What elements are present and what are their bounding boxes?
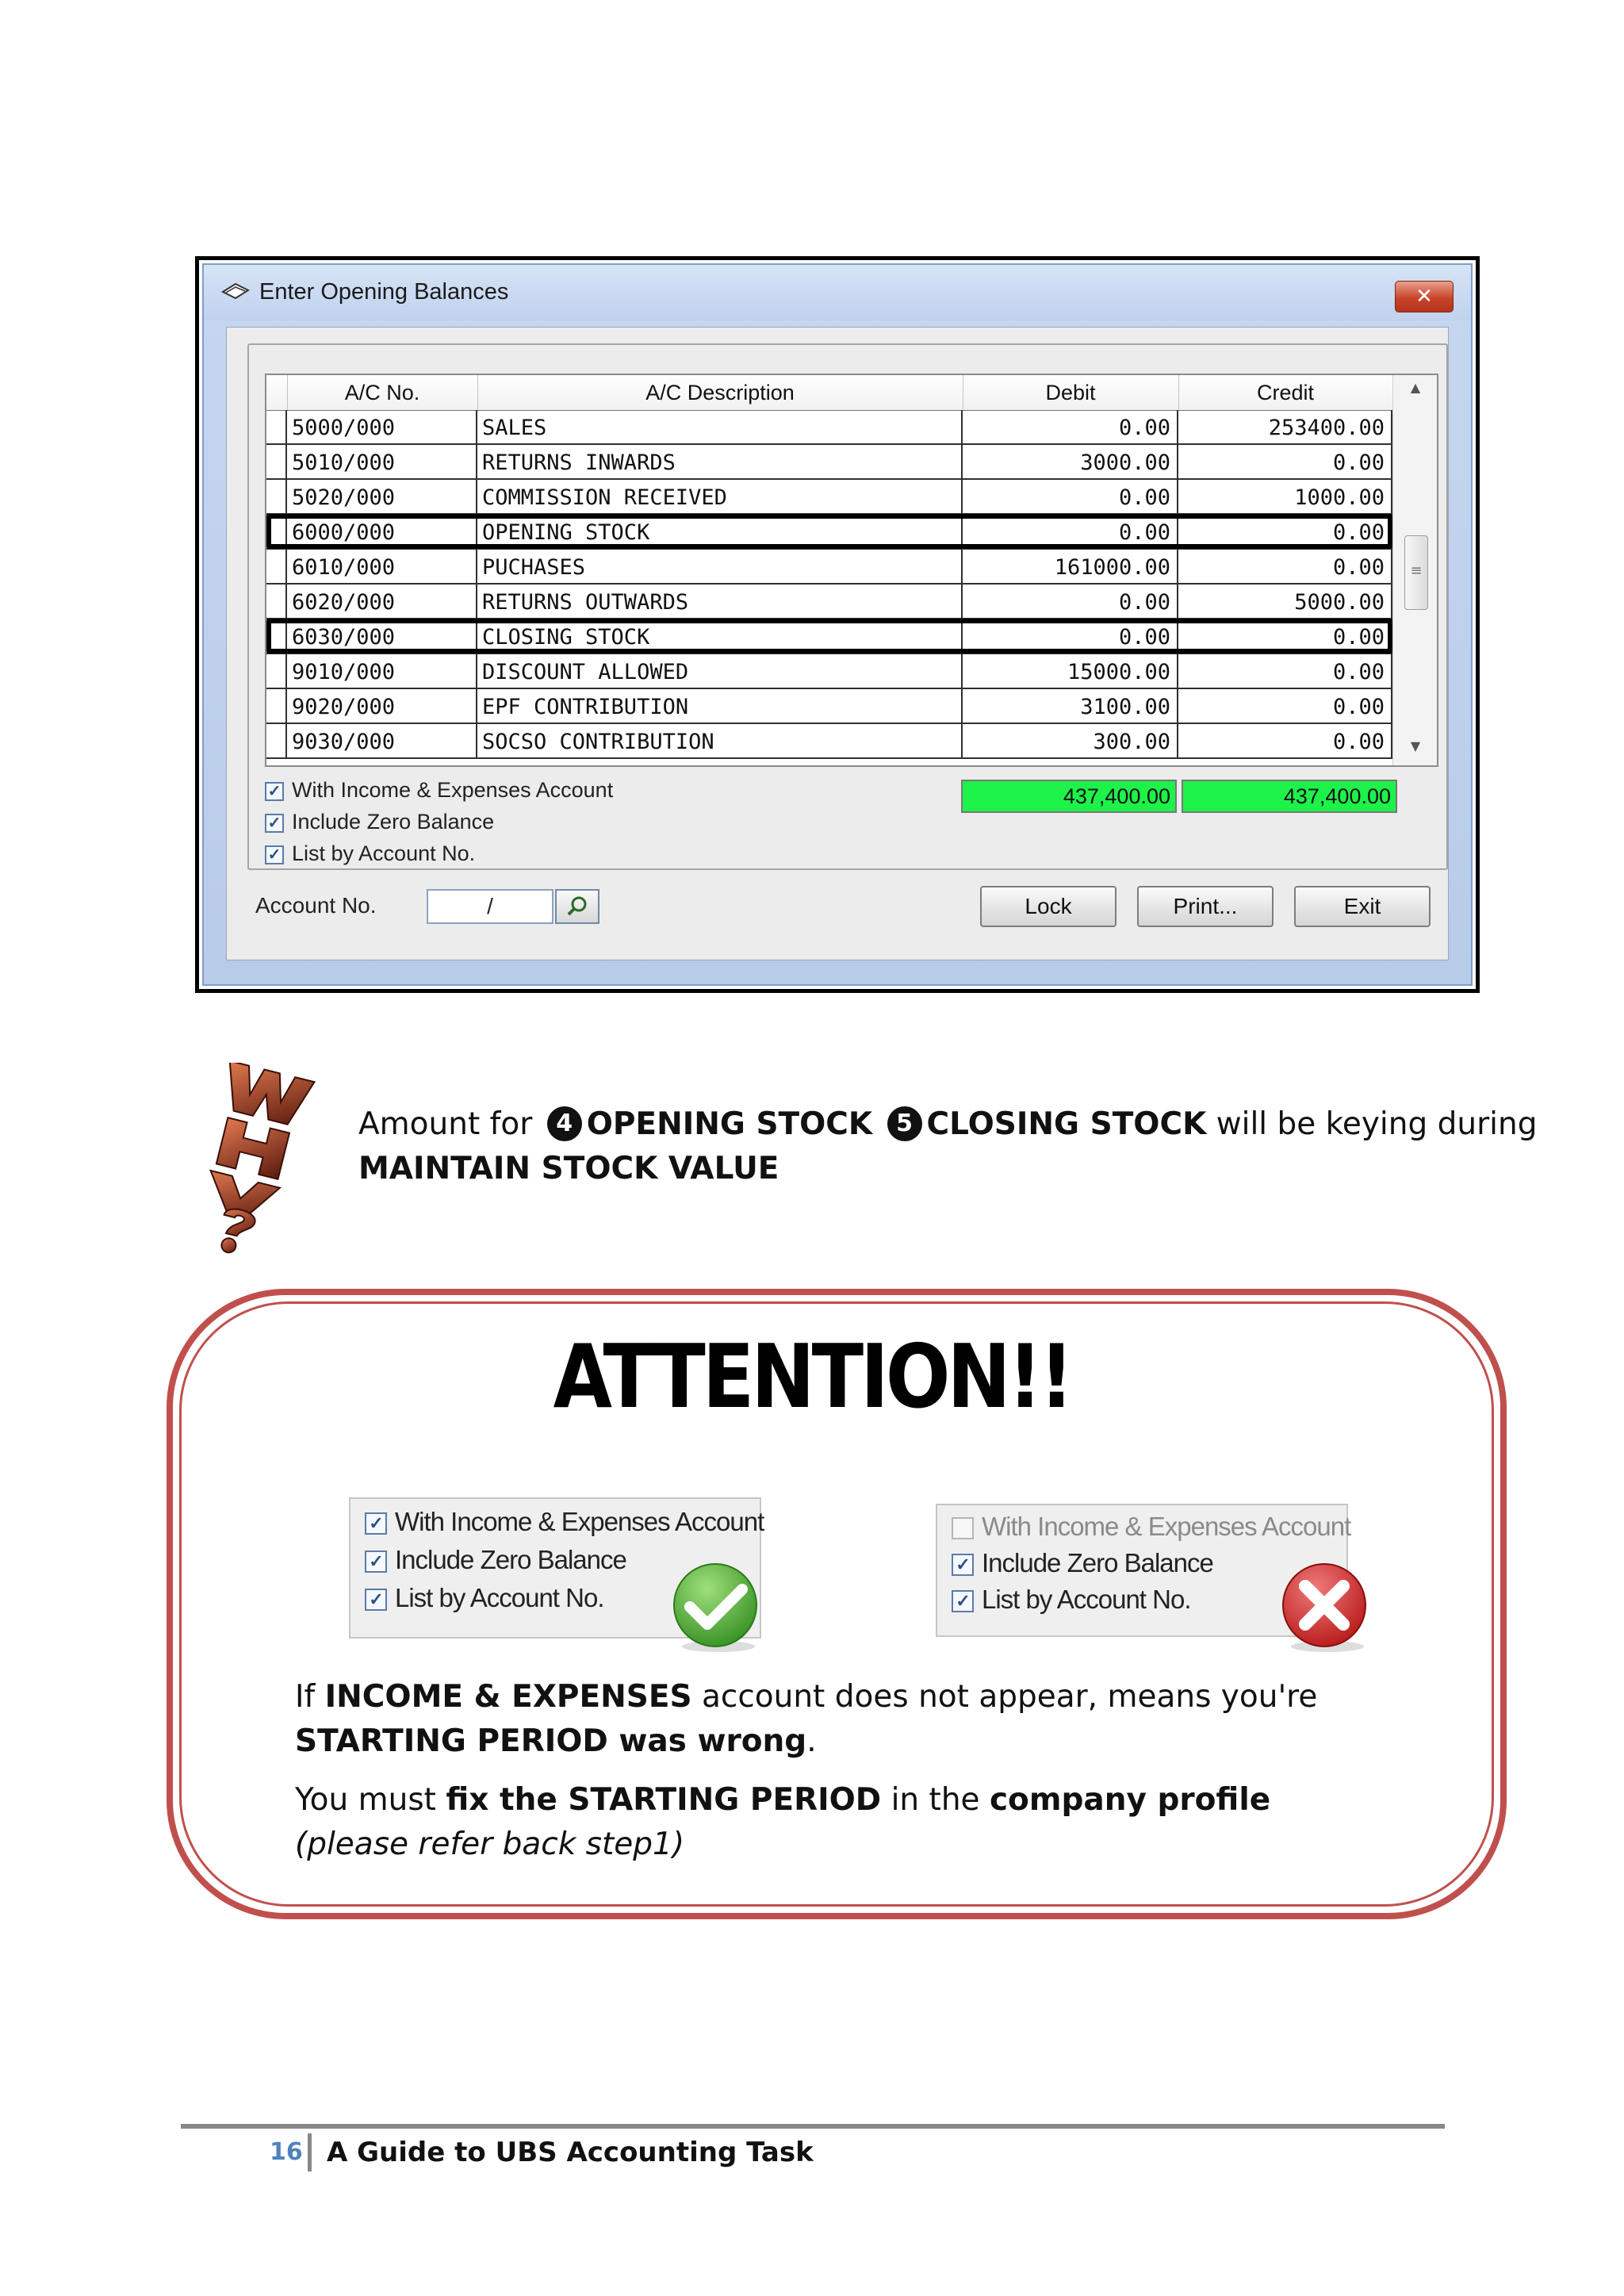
example-checkbox-list-by-account — [952, 1585, 1190, 1613]
checkbox-label: With Income & Expenses Account — [982, 1512, 1351, 1541]
account-no-input[interactable]: / — [427, 889, 553, 924]
cell-credit[interactable]: 0.00 — [1178, 550, 1392, 583]
stock-value-note — [358, 1102, 1548, 1191]
checkbox-label: Include Zero Balance — [395, 1545, 626, 1574]
closing-stock-label: CLOSING STOCK — [926, 1106, 1207, 1142]
example-checkbox-zero-balance — [365, 1545, 626, 1573]
table-row[interactable] — [266, 585, 1392, 619]
message-text: You must — [295, 1782, 446, 1818]
checkbox-label: With Income & Expenses Account — [395, 1507, 764, 1536]
table-row[interactable] — [266, 689, 1392, 724]
cell-ac-no[interactable]: 6020/000 — [287, 585, 477, 618]
cell-debit[interactable]: 0.00 — [963, 480, 1178, 513]
account-no-label: Account No. — [255, 893, 377, 918]
column-header-credit[interactable]: Credit — [1178, 375, 1393, 410]
cell-credit[interactable]: 0.00 — [1178, 689, 1392, 723]
cell-description[interactable]: DISCOUNT ALLOWED — [477, 654, 963, 688]
cell-credit[interactable]: 0.00 — [1178, 724, 1392, 757]
row-indicator — [266, 654, 287, 688]
balances-table[interactable] — [265, 374, 1438, 767]
cell-description[interactable]: SOCSO CONTRIBUTION — [477, 724, 963, 757]
cell-ac-no[interactable]: 9030/000 — [287, 724, 477, 757]
table-row[interactable] — [266, 550, 1392, 585]
message-emphasis: company profile — [989, 1782, 1271, 1818]
step-5-icon: 5 — [887, 1106, 922, 1141]
checkbox-with-income-expenses[interactable] — [265, 778, 613, 807]
checkbox-label: List by Account No. — [395, 1583, 604, 1612]
account-lookup-button[interactable] — [555, 889, 599, 924]
checkbox-label: With Income & Expenses Account — [292, 778, 614, 802]
cell-credit[interactable]: 0.00 — [1178, 654, 1392, 688]
highlight-box — [266, 514, 1392, 549]
exit-button-label: Exit — [1343, 894, 1381, 918]
message-emphasis: INCOME & EXPENSES — [324, 1679, 692, 1715]
footer-rule — [181, 2124, 1445, 2129]
cell-description[interactable]: RETURNS OUTWARDS — [477, 585, 963, 618]
cell-ac-no[interactable]: 5020/000 — [287, 480, 477, 513]
dialog-window — [202, 263, 1473, 986]
opening-stock-label: OPENING STOCK — [586, 1106, 873, 1142]
cell-ac-no[interactable]: 9010/000 — [287, 654, 477, 688]
cell-credit[interactable]: 1000.00 — [1178, 480, 1392, 513]
table-row[interactable] — [266, 480, 1392, 515]
table-header — [266, 375, 1392, 411]
cell-credit[interactable]: 0.00 — [1178, 445, 1392, 478]
balances-group — [247, 343, 1448, 870]
check-icon — [658, 1559, 772, 1654]
total-debit: 437,400.00 — [961, 780, 1177, 813]
cell-ac-no[interactable]: 6030/000 — [287, 619, 477, 653]
checkbox-icon: ✓ — [365, 1550, 387, 1573]
example-checkbox-zero-balance — [952, 1548, 1213, 1577]
dialog-body — [226, 327, 1449, 960]
checkbox-icon[interactable]: ✓ — [265, 814, 284, 833]
page-number: 16 — [270, 2133, 312, 2171]
cell-debit[interactable]: 300.00 — [963, 724, 1178, 757]
cell-description[interactable]: EPF CONTRIBUTION — [477, 689, 963, 723]
row-indicator — [266, 689, 287, 723]
search-icon — [557, 891, 598, 922]
why-question-icon — [190, 1063, 325, 1261]
lock-button[interactable] — [980, 886, 1116, 927]
table-row[interactable] — [266, 410, 1392, 445]
highlight-box — [266, 619, 1392, 654]
cell-ac-no[interactable]: 6000/000 — [287, 515, 477, 548]
cell-credit[interactable]: 253400.00 — [1178, 410, 1392, 443]
cell-debit[interactable]: 15000.00 — [963, 654, 1178, 688]
checkbox-icon: ✓ — [952, 1590, 974, 1612]
cell-description[interactable]: CLOSING STOCK — [477, 619, 963, 653]
print-button-label: Print... — [1173, 894, 1238, 918]
close-button[interactable] — [1395, 281, 1454, 312]
income-expenses-warning — [295, 1675, 1453, 1764]
book-icon — [221, 281, 250, 301]
cell-debit[interactable]: 0.00 — [963, 619, 1178, 653]
print-button[interactable] — [1137, 886, 1274, 927]
scroll-down-arrow-icon[interactable]: ▼ — [1410, 738, 1421, 753]
row-indicator — [266, 550, 287, 583]
message-text: If — [295, 1679, 325, 1715]
example-checkbox-with-income — [365, 1507, 764, 1535]
title-bar — [204, 265, 1471, 320]
cell-description[interactable]: COMMISSION RECEIVED — [477, 480, 963, 513]
cell-description[interactable]: SALES — [477, 410, 963, 443]
fix-starting-period-instruction — [295, 1778, 1453, 1823]
column-header-debit[interactable]: Debit — [963, 375, 1179, 410]
row-indicator-header — [266, 375, 288, 410]
cell-debit[interactable]: 3000.00 — [963, 445, 1178, 478]
checkbox-icon[interactable]: ✓ — [265, 782, 284, 801]
step-4-icon: 4 — [547, 1106, 582, 1141]
cell-description[interactable]: PUCHASES — [477, 550, 963, 583]
checkbox-icon: ✓ — [365, 1589, 387, 1611]
opening-balances-screenshot — [195, 256, 1480, 993]
cell-credit[interactable]: 5000.00 — [1178, 585, 1392, 618]
example-checkbox-with-income — [952, 1512, 1350, 1540]
row-indicator — [266, 480, 287, 513]
lock-button-label: Lock — [1025, 894, 1072, 918]
refer-back-note — [295, 1823, 1453, 1867]
cell-ac-no[interactable]: 5010/000 — [287, 445, 477, 478]
message-emphasis: STARTING PERIOD was wrong — [295, 1723, 807, 1759]
checkbox-include-zero-balance[interactable] — [265, 810, 494, 838]
checkbox-label: Include Zero Balance — [292, 810, 495, 834]
message-text: . — [806, 1723, 817, 1759]
scroll-up-arrow-icon[interactable]: ▲ — [1410, 380, 1421, 395]
column-header-ac-no[interactable]: A/C No. — [287, 375, 478, 410]
cell-debit[interactable]: 0.00 — [963, 515, 1178, 548]
row-indicator — [266, 445, 287, 478]
cell-credit[interactable]: 0.00 — [1178, 619, 1392, 653]
row-indicator — [266, 724, 287, 757]
total-credit: 437,400.00 — [1182, 780, 1397, 813]
message-text: in the — [881, 1782, 990, 1818]
maintain-stock-value-label: MAINTAIN STOCK VALUE — [358, 1151, 779, 1186]
example-checkbox-list-by-account — [365, 1583, 603, 1612]
table-row[interactable] — [266, 445, 1392, 480]
checkbox-label: Include Zero Balance — [982, 1548, 1213, 1577]
cell-ac-no[interactable]: 6010/000 — [287, 550, 477, 583]
dialog-title: Enter Opening Balances — [259, 279, 509, 305]
vertical-scrollbar[interactable] — [1392, 375, 1438, 765]
message-emphasis: fix the STARTING PERIOD — [446, 1782, 882, 1818]
message-italic: (please refer back step1) — [295, 1826, 685, 1862]
footer-title: A Guide to UBS Accounting Task — [327, 2137, 814, 2168]
cell-ac-no[interactable]: 5000/000 — [287, 410, 477, 443]
close-icon: ✕ — [1415, 285, 1433, 309]
cell-description[interactable]: RETURNS INWARDS — [477, 445, 963, 478]
checkbox-icon: ✓ — [952, 1554, 974, 1576]
column-header-description[interactable]: A/C Description — [477, 375, 963, 410]
cell-description[interactable]: OPENING STOCK — [477, 515, 963, 548]
checkbox-label: List by Account No. — [982, 1585, 1191, 1614]
exit-button[interactable] — [1294, 886, 1431, 927]
cell-debit[interactable]: 0.00 — [963, 585, 1178, 618]
attention-message — [295, 1675, 1453, 1867]
cell-debit[interactable]: 161000.00 — [963, 550, 1178, 583]
attention-title: ATTENTION!! — [553, 1325, 1071, 1428]
checkbox-icon[interactable]: ✓ — [265, 845, 284, 864]
cell-credit[interactable]: 0.00 — [1178, 515, 1392, 548]
cross-icon — [1267, 1559, 1381, 1654]
table-row[interactable] — [266, 654, 1392, 689]
cell-ac-no[interactable]: 9020/000 — [287, 689, 477, 723]
table-row[interactable] — [266, 724, 1392, 759]
cell-debit[interactable]: 3100.00 — [963, 689, 1178, 723]
checkbox-list-by-account-no[interactable] — [265, 841, 475, 870]
row-indicator — [266, 585, 287, 618]
note-text: will be keying during — [1206, 1106, 1538, 1142]
row-indicator — [266, 410, 287, 443]
cell-debit[interactable]: 0.00 — [963, 410, 1178, 443]
checkbox-label: List by Account No. — [292, 841, 476, 865]
message-text: account does not appear, means you're — [691, 1679, 1318, 1715]
checkbox-icon: ✓ — [365, 1512, 387, 1535]
checkbox-empty-icon — [952, 1517, 974, 1539]
note-text: Amount for — [358, 1106, 542, 1142]
scroll-thumb[interactable]: ≡ — [1404, 535, 1428, 610]
